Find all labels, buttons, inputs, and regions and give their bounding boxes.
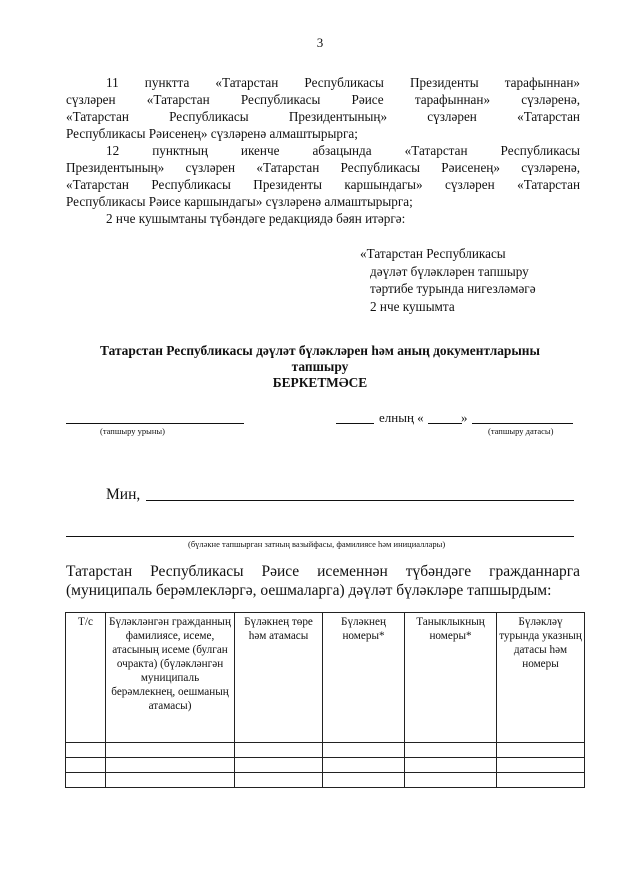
table-cell[interactable] — [323, 758, 405, 773]
table-cell[interactable] — [497, 758, 585, 773]
table-header-cell: Бүләкләнгән гражданның фамилиясе, исеме, атасының исеме (булган очракта) (бүләкләнгән муниципаль берәмлекнең, оешманың атамасы) — [106, 613, 235, 743]
table-header-cell: Таныклыкның номеры* — [405, 613, 497, 743]
year-close-quote: » — [461, 410, 468, 425]
paragraph-item-12 — [66, 142, 580, 210]
month-field-line — [428, 423, 462, 424]
table-cell[interactable] — [235, 743, 323, 758]
table-cell[interactable] — [497, 773, 585, 788]
table-cell[interactable] — [106, 743, 235, 758]
text-line: Президентының» сүзләрен «Татарстан Республикасы Рәисенең» сүзләренә, — [66, 160, 580, 175]
table-cell[interactable] — [323, 743, 405, 758]
date-caption: (тапшыру датасы) — [488, 426, 554, 436]
award-table — [65, 612, 585, 788]
annex-line: дәүләт бүләкләрен тапшыру — [370, 263, 529, 279]
table-header-cell: Бүләкнең төре һәм атамасы — [235, 613, 323, 743]
table-header-cell: Т/с — [66, 613, 106, 743]
table-row — [66, 758, 585, 773]
table-header-row — [66, 613, 585, 743]
person-caption: (бүләкне тапшырган затның вазыйфасы, фамилиясе һәм инициаллары) — [188, 539, 446, 549]
annex-reference — [360, 245, 536, 315]
page-number: 3 — [316, 35, 324, 50]
text-line: (муниципаль берәмлекләргә, оешмаларга) дәүләт бүләкләре тапшырдым: — [66, 582, 552, 599]
statement — [66, 562, 580, 600]
table-cell[interactable] — [66, 773, 106, 788]
table-row — [66, 773, 585, 788]
text-line: 12 пунктның икенче абзацында «Татарстан Республикасы — [106, 143, 580, 158]
title-heading: БЕРКЕТМӘСЕ — [272, 375, 368, 390]
person-field-line-2 — [66, 536, 574, 537]
table-row — [66, 743, 585, 758]
annex-line: тәртибе турында нигезләмәгә — [370, 281, 536, 296]
table-cell[interactable] — [323, 773, 405, 788]
text-line: 11 пунктта «Татарстан Республикасы Президенты тарафыннан» — [106, 75, 580, 90]
text-line: 2 нче кушымтаны түбәндәге редакциядә бәян итәргә: — [106, 211, 406, 226]
text-line: Республикасы Рәисенең» сүзләренә алмаштырырга; — [66, 126, 358, 141]
table-cell[interactable] — [405, 743, 497, 758]
table-cell[interactable] — [235, 773, 323, 788]
text-line: «Татарстан Республикасы Президенты каршындагы» сүзләрен «Татарстан — [66, 177, 580, 192]
person-field-line — [146, 500, 574, 501]
table-cell[interactable] — [106, 758, 235, 773]
title-line: Татарстан Республикасы дәүләт бүләкләрен һәм аның документларыны — [100, 343, 540, 358]
text-line: Татарстан Республикасы Рәисе исеменнән түбәндәге гражданнарга — [66, 563, 580, 580]
title-line: тапшыру — [291, 359, 349, 374]
text-line: Республикасы Рәисе каршындагы» сүзләренә алмаштырырга; — [66, 194, 413, 209]
text-line: «Татарстан Республикасы Президентының» сүзләрен «Татарстан — [66, 109, 580, 124]
table-cell[interactable] — [405, 773, 497, 788]
table-cell[interactable] — [66, 758, 106, 773]
annex-line: «Татарстан Республикасы — [360, 246, 506, 261]
table-cell[interactable] — [106, 773, 235, 788]
day-field-line — [336, 423, 374, 424]
document-title — [0, 343, 640, 391]
place-field-line — [66, 423, 244, 424]
annex-line: 2 нче кушымта — [370, 298, 455, 314]
table-cell[interactable] — [497, 743, 585, 758]
date-field-line — [472, 423, 573, 424]
paragraph-item-11 — [66, 74, 580, 142]
table-cell[interactable] — [66, 743, 106, 758]
paragraph-annex-intro — [66, 210, 580, 227]
year-label: елның « — [379, 410, 424, 425]
table-cell[interactable] — [235, 758, 323, 773]
min-label: Мин, — [106, 486, 141, 503]
table-header-cell: Бүләкләү турында указның датасы һәм номеры — [497, 613, 585, 743]
place-caption: (тапшыру урыны) — [100, 426, 165, 436]
text-line: сүзләрен «Татарстан Республикасы Рәисе тарафыннан» сүзләренә, — [66, 92, 580, 107]
table-header-cell: Бүләкнең номеры* — [323, 613, 405, 743]
table-cell[interactable] — [405, 758, 497, 773]
